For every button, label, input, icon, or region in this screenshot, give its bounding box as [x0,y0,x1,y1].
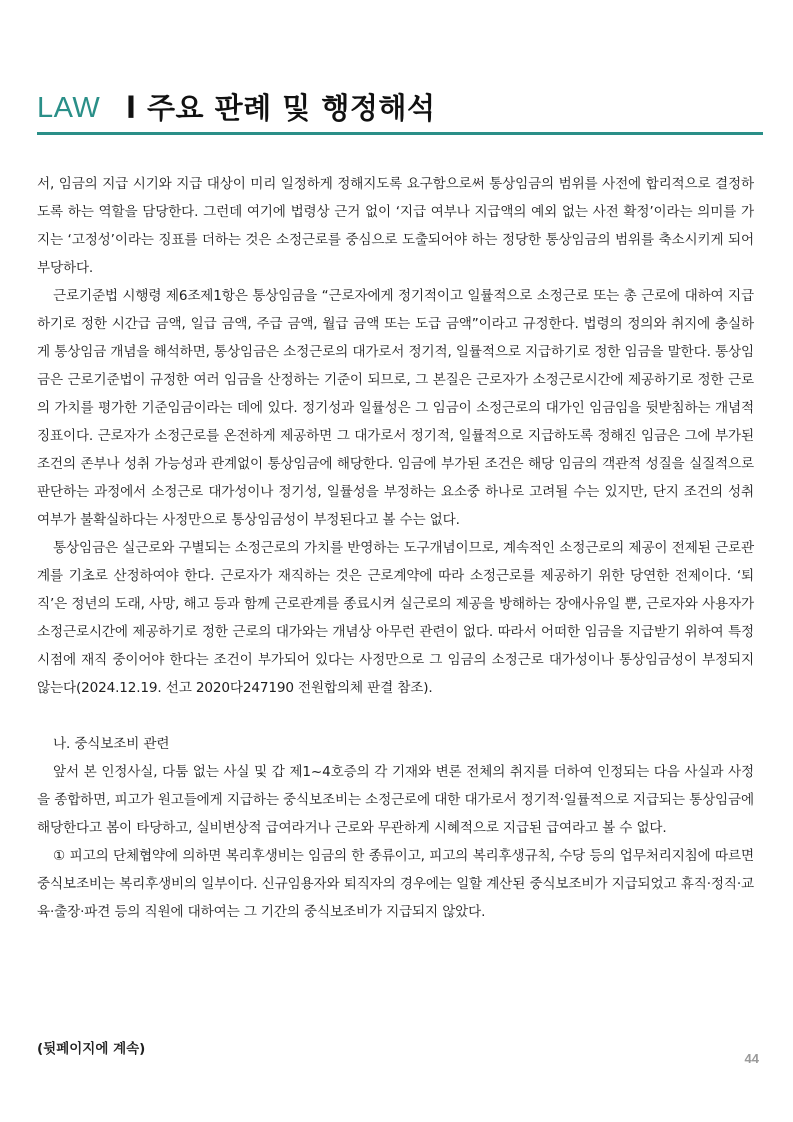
header-divider [37,132,763,135]
page-header [37,88,763,136]
body-paragraph: ① 피고의 단체협약에 의하면 복리후생비는 임금의 한 종류이고, 피고의 복리후생규칙, 수당 등의 업무처리지침에 따르면 중식보조비는 복리후생비의 일부이다. 신규임용자와 퇴직자의 경우에는 일할 계산된 중식보조비가 지급되었고 휴직·정직·교육·출장·파견 등의 직원에 대하여는 그 기간의 중식보조비가 지급되지 않았다. [37,848,754,920]
document-body [37,170,754,926]
page-title: l 주요 판례 및 행정해석 [126,91,436,125]
body-paragraph: 서, 임금의 지급 시기와 지급 대상이 미리 일정하게 정해지도록 요구함으로써 통상임금의 범위를 사전에 합리적으로 결정하도록 하는 역할을 담당한다. 그런데 여기에 법령상 근거 없이 ‘지급 여부나 지급액의 예외 없는 사전 확정’이라는 의미를 가지는 ‘고정성’이라는 징표를 더하는 것은 소정근로를 중심으로 도출되어야 하는 정당한 통상임금의 범위를 축소시키게 되어 부당하다. [37,176,754,276]
section-label: LAW [37,92,101,124]
section-heading: 나. 중식보조비 관련 [53,736,170,752]
body-paragraph: 통상임금은 실근로와 구별되는 소정근로의 가치를 반영하는 도구개념이므로, 계속적인 소정근로의 제공이 전제된 근로관계를 기초로 산정하여야 한다. 근로자가 재직하는 것은 근로계약에 따라 소정근로를 제공하기 위한 당연한 전제이다. ‘퇴직’은 정년의 도래, 사망, 해고 등과 함께 근로관계를 종료시켜 실근로의 제공을 방해하는 장애사유일 뿐, 근로자와 사용자가 소정근로시간에 제공하기로 정한 근로의 대가와는 개념상 아무런 관련이 없다. 따라서 어떠한 임금을 지급받기 위하여 특정 시점에 재직 중이어야 한다는 조건이 부가되어 있다는 사정만으로 그 임금의 소정근로 대가성이나 통상임금성이 부정되지 않는다(2024.12.19. 선고 2020다247190 전원합의체 판결 참조). [37,540,754,696]
page-number: 44 [744,1051,759,1066]
continue-note: (뒷페이지에 계속) [37,1041,146,1057]
body-paragraph: 앞서 본 인정사실, 다툼 없는 사실 및 갑 제1~4호증의 각 기재와 변론 전체의 취지를 더하여 인정되는 다음 사실과 사정을 종합하면, 피고가 원고들에게 지급하는 중식보조비는 소정근로에 대한 대가로서 정기적·일률적으로 지급되는 통상임금에 해당한다고 봄이 타당하고, 실비변상적 급여라거나 근로와 무관하게 시혜적으로 지급된 급여라고 볼 수 없다. [37,764,754,836]
body-paragraph: 근로기준법 시행령 제6조제1항은 통상임금을 “근로자에게 정기적이고 일률적으로 소정근로 또는 총 근로에 대하여 지급하기로 정한 시간급 금액, 일급 금액, 주급 금액, 월급 금액 또는 도급 금액”이라고 규정한다. 법령의 정의와 취지에 충실하게 통상임금 개념을 해석하면, 통상임금은 소정근로의 대가로서 정기적, 일률적으로 지급하기로 정한 임금을 말한다. 통상임금은 근로기준법이 규정한 여러 임금을 산정하는 기준이 되므로, 그 본질은 근로자가 소정근로시간에 제공하기로 정한 근로의 가치를 평가한 기준임금이라는 데에 있다. 정기성과 일률성은 그 임금이 소정근로의 대가인 임금임을 뒷받침하는 개념적 징표이다. 근로자가 소정근로를 온전하게 제공하면 그 대가로서 정기적, 일률적으로 지급하도록 정해진 임금은 그에 부가된 조건의 존부나 성취 가능성과 관계없이 통상임금에 해당한다. 임금에 부가된 조건은 해당 임금의 객관적 성질을 실질적으로 판단하는 과정에서 소정근로 대가성이나 정기성, 일률성을 부정하는 요소중 하나로 고려될 수는 있지만, 단지 조건의 성취 여부가 불확실하다는 사정만으로 통상임금성이 부정된다고 볼 수는 없다. [37,288,754,528]
